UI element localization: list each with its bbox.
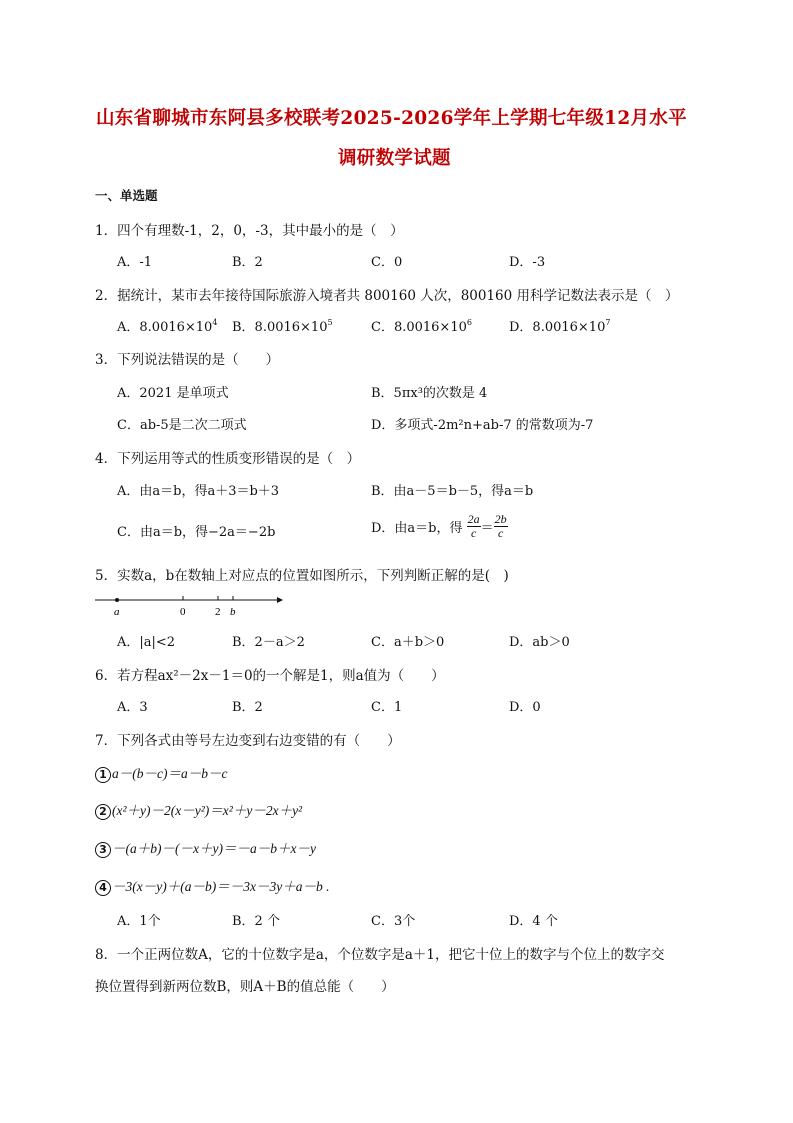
question-5-stem: 5．实数a，b在数轴上对应点的位置如图所示，下列判断正解的是( ) — [95, 568, 509, 584]
q7-option-b: B．2 个 — [232, 914, 280, 929]
axis-label-2: 2 — [215, 606, 221, 618]
fraction-2b-over-c: $\frac{2b}{c}$ — [494, 512, 507, 540]
point-a — [115, 598, 119, 602]
circled-number-1: 1 — [95, 767, 111, 783]
q4-option-c: C．由a＝b，得−2a＝−2b — [117, 525, 276, 540]
q3-option-d: D．多项式-2m²n+ab-7 的常数项为-7 — [371, 418, 594, 433]
q2-option-a: A．$8.0016\times 10^4$ — [117, 318, 218, 335]
question-2-stem: 2．据统计，某市去年接待国际旅游入境者共 800160 人次，800160 用科学记数法表示是（ ） — [95, 288, 679, 304]
q6-option-d: D．0 — [509, 700, 541, 715]
section-heading: 一、单选题 — [95, 188, 158, 203]
q7-option-c: C．3个 — [371, 914, 416, 929]
axis-label-a: a — [114, 606, 120, 618]
q1-option-a: A．-1 — [117, 255, 153, 270]
q7-item-4: 4 －3(x－y)＋(a－b)＝－3x－3y＋a－b . — [95, 875, 329, 896]
q4-option-b: B．由a－5＝b－5，得a＝b — [371, 484, 534, 499]
question-6-stem: 6．若方程ax²－2x－1＝0的一个解是1，则a值为（ ） — [95, 668, 445, 684]
question-8-line-2: 换位置得到新两位数B，则A＋B的值总能（ ） — [95, 979, 395, 995]
question-8-line-1: 8．一个正两位数A，它的十位数字是a，个位数字是a＋1，把它十位上的数字与个位上的数字交 — [95, 947, 665, 963]
title-line-1: 山东省聊城市东阿县多校联考2025-2026学年上学期七年级12月水平 — [96, 108, 687, 129]
q6-option-c: C．1 — [371, 700, 403, 715]
circled-number-4: 4 — [95, 880, 111, 896]
q7-option-d: D．4 个 — [509, 914, 558, 929]
q1-option-c: C．0 — [371, 255, 403, 270]
question-3-stem: 3．下列说法错误的是（ ） — [95, 352, 280, 368]
q4-option-d: D．由a＝b，得 $\frac{2a}{c}$ ＝ $\frac{2b}{c}$ — [371, 512, 507, 540]
q1-option-b: B．2 — [232, 255, 263, 270]
axis-label-b: b — [230, 606, 236, 618]
question-4-stem: 4．下列运用等式的性质变形错误的是（ ） — [95, 451, 361, 467]
q7-item-2: 2 (x²＋y)－2(x－y²)＝x²＋y－2x＋y² — [95, 799, 302, 820]
q7-item-3: 3 －(a＋b)－(－x＋y)＝－a－b＋x－y — [95, 837, 316, 858]
title-line-2: 调研数学试题 — [338, 148, 451, 169]
q2-option-b: B．$8.0016\times 10^5$ — [232, 318, 333, 335]
question-1-stem: 1．四个有理数-1，2，0，-3，其中最小的是（ ） — [95, 223, 404, 239]
q3-option-c: C．ab-5是二次二项式 — [117, 418, 247, 433]
number-line-figure — [95, 592, 285, 622]
q6-option-b: B．2 — [232, 700, 263, 715]
q3-option-a: A．2021 是单项式 — [117, 386, 229, 401]
q2-option-c: C．$8.0016\times 10^6$ — [371, 318, 472, 335]
q5-option-a: A．|a|<2 — [117, 635, 176, 650]
circled-number-3: 3 — [95, 842, 111, 858]
q7-option-a: A．1个 — [117, 914, 161, 929]
axis-label-0: 0 — [180, 606, 186, 618]
question-7-stem: 7．下列各式由等号左边变到右边变错的有（ ） — [95, 733, 401, 749]
q7-item-1: 1 a－(b－c)＝a－b－c — [95, 762, 227, 783]
q2-option-d: D．$8.0016\times 10^7$ — [509, 318, 611, 335]
fraction-2a-over-c: $\frac{2a}{c}$ — [467, 512, 480, 540]
q5-option-c: C．a＋b＞0 — [371, 635, 445, 650]
q3-option-b: B．5πx³的次数是 4 — [371, 386, 488, 401]
q1-option-d: D．-3 — [509, 255, 546, 270]
q6-option-a: A．3 — [117, 700, 148, 715]
q4-option-a: A．由a＝b，得a＋3＝b＋3 — [117, 484, 280, 499]
circled-number-2: 2 — [95, 804, 111, 820]
q5-option-d: D．ab＞0 — [509, 635, 570, 650]
q5-option-b: B．2－a＞2 — [232, 635, 305, 650]
number-line-arrow — [277, 597, 283, 603]
